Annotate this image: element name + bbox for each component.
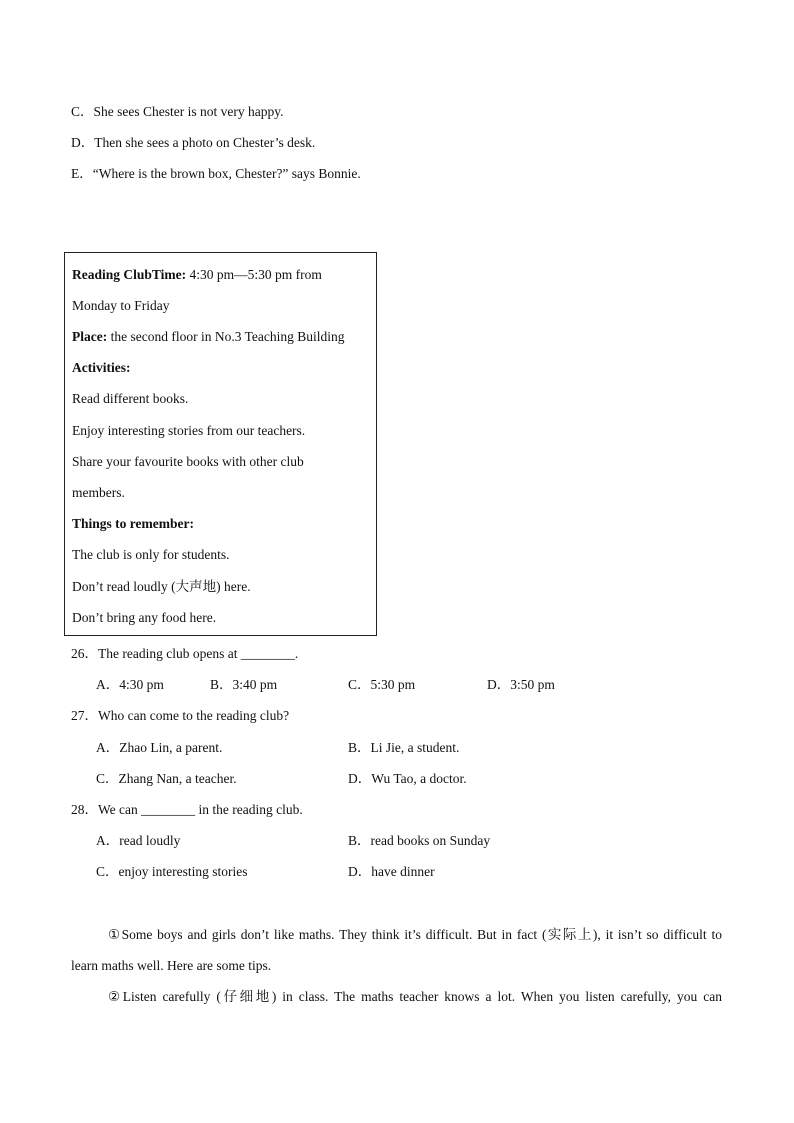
q26-option-a: A．4:30 pm — [96, 677, 164, 692]
activities-label: Activities: — [72, 360, 131, 375]
notice-title: Reading Club — [72, 267, 152, 282]
activity-item: Share your favourite books with other club — [72, 454, 304, 469]
place-value: the second floor in No.3 Teaching Building — [107, 329, 345, 344]
notice-place-line — [72, 329, 345, 345]
q28-option-b: B．read books on Sunday — [348, 833, 491, 848]
question-27-stem: 27．Who can come to the reading club? — [71, 708, 290, 723]
time-value: 4:30 pm—5:30 pm from — [186, 267, 322, 282]
q27-option-a: A．Zhao Lin, a parent. — [96, 740, 223, 755]
passage-paragraph-2-line-1: ②Listen carefully (仔细地) in class. The maths teacher knows a lot. When you listen carefully, you can — [108, 989, 722, 1004]
time-label: Time: — [151, 267, 187, 282]
option-d-prev: D．Then she sees a photo on Chester’s desk. — [71, 135, 316, 150]
remember-label: Things to remember: — [72, 516, 194, 531]
option-c-prev: C．She sees Chester is not very happy. — [71, 104, 284, 119]
activity-item-cont: members. — [72, 485, 125, 500]
rule-item: The club is only for students. — [72, 547, 230, 562]
q28-option-a: A．read loudly — [96, 833, 181, 848]
passage-paragraph-1-line-1: ①Some boys and girls don’t like maths. They think it’s difficult. But in fact (实际上), it isn’t so difficult to — [108, 927, 722, 942]
question-26-stem: 26．The reading club opens at ________. — [71, 646, 299, 661]
question-28-stem: 28．We can ________ in the reading club. — [71, 802, 303, 817]
rule-item: Don’t bring any food here. — [72, 610, 217, 625]
q27-option-b: B．Li Jie, a student. — [348, 740, 460, 755]
q27-option-c: C．Zhang Nan, a teacher. — [96, 771, 237, 786]
time-value-cont: Monday to Friday — [72, 298, 170, 313]
q28-option-c: C．enjoy interesting stories — [96, 864, 248, 879]
q27-option-d: D．Wu Tao, a doctor. — [348, 771, 467, 786]
q26-option-c: C．5:30 pm — [348, 677, 416, 692]
rule-item: Don’t read loudly (大声地) here. — [72, 579, 251, 594]
activity-item: Read different books. — [72, 391, 189, 406]
q26-option-b: B．3:40 pm — [210, 677, 278, 692]
q28-option-d: D．have dinner — [348, 864, 435, 879]
activity-item: Enjoy interesting stories from our teachers. — [72, 423, 306, 438]
place-label: Place: — [72, 329, 108, 344]
passage-paragraph-1-line-2: learn maths well. Here are some tips. — [71, 958, 272, 973]
reading-club-notice — [64, 252, 377, 636]
notice-time-line — [72, 267, 322, 283]
option-e-prev: E．“Where is the brown box, Chester?” says Bonnie. — [71, 166, 361, 181]
q26-option-d: D．3:50 pm — [487, 677, 555, 692]
